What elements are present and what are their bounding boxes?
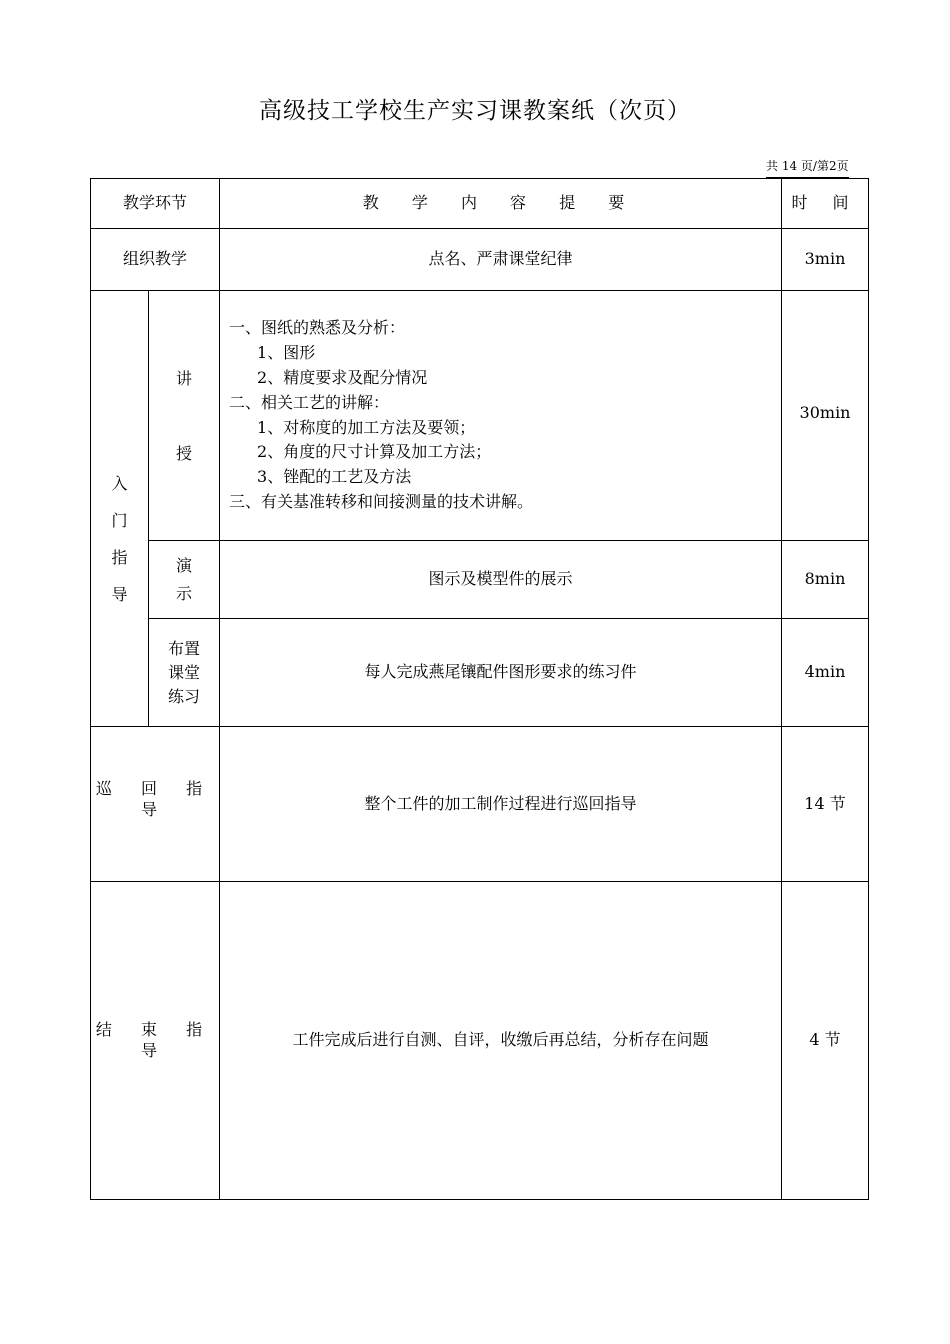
organize-content: 点名、严肃课堂纪律 [220,229,782,291]
header-content: 教 学 内 容 提 要 [220,179,782,229]
lecture-label [149,291,220,541]
lesson-plan-table [90,178,869,1200]
lecture-label-char: 讲 [176,368,193,388]
practice-time: 4min [782,619,869,727]
tour-time: 14 节 [782,727,869,882]
intro-label-char: 门 [111,510,128,530]
intro-label-char: 指 [111,547,128,567]
closing-label-text: 结 束 指 导 [95,1019,215,1060]
lecture-line: 一、图纸的熟悉及分析： [229,318,406,338]
organize-label: 组织教学 [91,229,220,291]
page-count: 共 14 页/第2页 [766,157,849,178]
intro-label-char: 入 [111,473,128,493]
lecture-line: 3、锉配的工艺及方法 [257,467,412,487]
lecture-label-char: 授 [176,443,193,463]
demo-time: 8min [782,541,869,619]
demo-label-char: 演 [176,555,193,575]
demo-label [149,541,220,619]
lecture-line: 1、对称度的加工方法及要领； [257,417,476,437]
lecture-time [782,291,869,541]
closing-content: 工件完成后进行自测、自评，收缴后再总结，分析存在问题 [220,882,782,1200]
practice-content: 每人完成燕尾镶配件图形要求的练习件 [220,619,782,727]
tour-content: 整个工件的加工制作过程进行巡回指导 [220,727,782,882]
intro-label [91,291,149,727]
tour-label-text: 巡 回 指 导 [95,779,215,819]
closing-label [91,882,220,1200]
lecture-row [91,291,869,541]
lecture-line: 三、有关基准转移和间接测量的技术讲解。 [229,491,534,511]
demo-label-char: 示 [176,583,193,603]
demo-content: 图示及模型件的展示 [220,541,782,619]
practice-label-line: 练习 [168,686,201,706]
lecture-line: 1、图形 [257,343,316,363]
lecture-line: 2、精度要求及配分情况 [257,367,428,387]
practice-row [91,619,869,727]
organize-row [91,229,869,291]
organize-time: 3min [782,229,869,291]
closing-row [91,882,869,1200]
practice-label [149,619,220,727]
lecture-time-value: 30min [799,403,851,423]
header-section: 教学环节 [91,179,220,229]
header-time: 时 间 [782,179,869,229]
closing-time: 4 节 [782,882,869,1200]
table-header-row [91,179,869,229]
practice-label-line: 布置 [168,638,201,658]
lecture-line: 2、角度的尺寸计算及加工方法； [257,442,492,462]
practice-label-line: 课堂 [168,662,201,682]
intro-label-char: 导 [111,584,128,604]
page-title: 高级技工学校生产实习课教案纸（次页） [259,98,691,124]
lecture-line: 二、相关工艺的讲解： [229,392,390,412]
tour-row [91,727,869,882]
demo-row [91,541,869,619]
tour-label [91,727,220,882]
lecture-content [220,291,782,541]
